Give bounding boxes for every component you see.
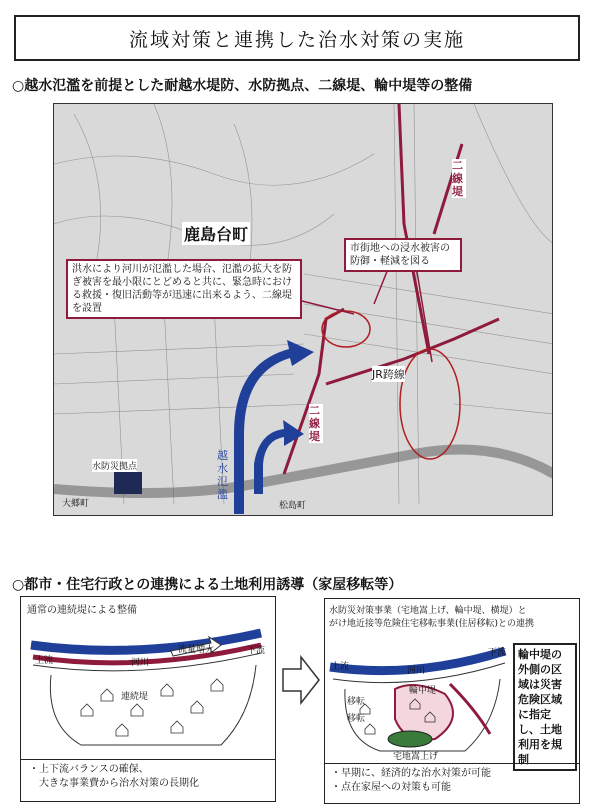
left-upstream: 上流 <box>35 656 54 666</box>
section2-heading: ○都市・住宅行政との連携による土地利用誘導（家屋移転等） <box>12 577 403 593</box>
left-diagram <box>21 615 275 755</box>
transition-arrow <box>281 655 321 705</box>
flood-base-marker <box>114 472 142 494</box>
right-raise-label: 宅地嵩上げ <box>393 752 439 762</box>
right-relocate-1: 移転 <box>347 697 366 707</box>
note-urban-protection: 市街地への浸水被害の防御・軽減を図る <box>344 238 462 272</box>
flood-map <box>53 103 553 516</box>
label-jr-crossing: JR跨線 <box>372 368 405 381</box>
label-second-levee-bottom: 二線堤 <box>309 404 323 443</box>
panel-right-title-2: がけ地近接等危険住宅移転事業(住居移転)との連携 <box>329 619 535 629</box>
section1-heading: ○越水氾濫を前提とした耐越水堤防、水防拠点、二線堤、輪中堤等の整備 <box>12 78 473 94</box>
note-second-levee: 洪水により河川が氾濫した場合、氾濫の拡大を防ぎ被害を最小限にとどめると共に、緊急時における救援・復旧活動等が迅速に出来るよう、二線堤を設置 <box>66 259 302 319</box>
label-second-levee-top: 二線堤 <box>452 159 466 198</box>
label-town-1: 大郷町 <box>62 499 90 509</box>
right-ring-levee: 輪中堤 <box>409 686 437 696</box>
right-bullet-2: ・点在家屋への対策も可能 <box>331 782 451 793</box>
place-kashimadai: 鹿島台町 <box>182 222 250 245</box>
label-town-2: 松島町 <box>279 501 307 511</box>
panel-coordinated <box>324 598 580 804</box>
right-river: 河川 <box>407 666 426 676</box>
panel-conventional <box>20 596 276 802</box>
right-side-note: 輪中堤の 外側の区 域は災害 危険区域 に指定 し、土地 利用を規 制 <box>513 643 577 771</box>
left-bullet-1: ・上下流バランスの確保、 <box>29 764 149 775</box>
left-flow-label: 流量増大 <box>178 645 215 655</box>
label-overflow: 越水氾濫 <box>217 449 228 501</box>
label-flood-base: 水防災拠点 <box>92 459 137 472</box>
right-downstream: 下流 <box>488 648 507 658</box>
left-bullet-2: 大きな事業費から治水対策の長期化 <box>29 778 199 789</box>
left-downstream: 下流 <box>247 646 266 656</box>
right-bullet-1: ・早期に、経済的な治水対策が可能 <box>331 768 491 779</box>
panel-right-title-1: 水防災対策事業（宅地嵩上げ、輪中堤、横堤）と <box>329 606 527 616</box>
page-title: 流域対策と連携した治水対策の実施 <box>14 15 580 61</box>
right-upstream: 上流 <box>331 662 350 672</box>
right-relocate-2: 移転 <box>347 714 366 724</box>
panel-left-title: 通常の連続堤による整備 <box>27 605 137 616</box>
left-river: 河川 <box>131 658 150 668</box>
left-levee-label: 連続堤 <box>121 692 149 702</box>
